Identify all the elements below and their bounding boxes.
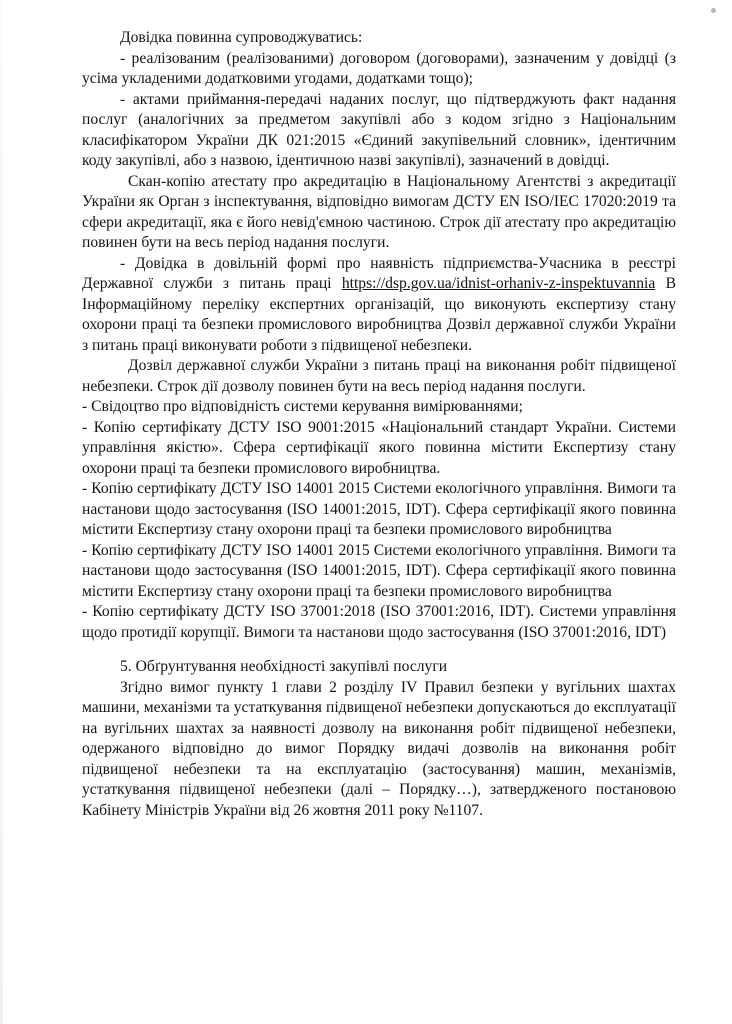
accreditation-paragraph: Скан-копію атестату про акредитацію в Національному Агентстві з акредитації України як Орган з інспектування, відповідно вимогам ДСТУ EN ISO/IEC 17020:2019 та сфери акредитації, яка є його невід'ємною частиною. Строк дії атестату про акредитацію повинен бути на весь період надання послуги. [82, 172, 676, 251]
acts-list-item: - актами приймання-передачі наданих послуг, що підтверджують факт надання послуг (аналогічних за предметом закупівлі або з кодом згідно з Національним класифікатором України ДК 021:2015 «Єдиний закупівельний словник», ідентичним коду закупівлі, або з назвою, ідентичною назві закупівлі), зазначений в довідці. [82, 90, 676, 169]
registry-link[interactable]: https://dsp.gov.ua/idnist-orhaniv-z-inspektuvannia [341, 275, 656, 292]
registry-paragraph [82, 254, 676, 357]
intro-paragraph: Довідка повинна супроводжуватись: [120, 29, 363, 46]
iso-14001-item: - Копію сертифікату ДСТУ ISO 14001 2015 Системи екологічного управління. Вимоги та настанови щодо застосування (ISO 14001:2015, IDT). Сфера сертифікації якого повинна містити Експертизу стану охорони праці та безпеки промислового виробництва [82, 480, 676, 538]
contract-list-item: - реалізованим (реалізованими) договором (договорами), зазначеним у довідці (з усіма укладеними додатковими угодами, додатками тощо); [82, 49, 676, 87]
registry-text-after: В Інформаційному переліку експертних організацій, що виконують експертизу стану охорони праці та безпеки промислового виробництва Дозвіл державної служби України з питань праці виконувати роботи з підвищеної небезпеки. [82, 275, 676, 354]
iso-14001-item-repeat: - Копію сертифікату ДСТУ ISO 14001 2015 Системи екологічного управління. Вимоги та настанови щодо застосування (ISO 14001:2015, IDT). Сфера сертифікації якого повинна містити Експертизу стану охорони праці та безпеки промислового виробництва [82, 541, 676, 600]
permit-paragraph: Дозвіл державної служби України з питань праці на виконання робіт підвищеної небезпеки. Строк дії дозволу повинен бути на весь період надання послуги. [82, 357, 676, 395]
iso-9001-item: - Копію сертифікату ДСТУ ISO 9001:2015 «Національний стандарт України. Системи управління якістю». Сфера сертифікації якого повинна містити Експертизу стану охорони праці та безпеки промислового виробництва. [82, 418, 676, 477]
justification-paragraph: Згідно вимог пункту 1 глави 2 розділу IV Правил безпеки у вугільних шахтах машини, механізми та устаткування підвищеної небезпеки допускаються до експлуатації на вугільних шахтах за наявності дозволу на виконання робіт підвищеної небезпеки, одержаного відповідно до вимог Порядку видачі дозволів на виконання робіт підвищеної небезпеки та на експлуатацію (застосування) машин, механізмів, устаткування підвищеної небезпеки (далі – Порядку…), затвердженого постановою Кабінету Міністрів України від 26 жовтня 2011 року №1107. [82, 678, 676, 819]
registry-text-before: - Довідка в довільній формі про наявність підприємства-Учасника в реєстрі Державної служби з питань праці [82, 254, 676, 292]
iso-37001-item: - Копію сертифікату ДСТУ ISO 37001:2018 (ISO 37001:2016, IDT). Системи управління щодо протидії корупції. Вимоги та настанови щодо застосування (ISO 37001:2016, IDT) [82, 603, 676, 641]
scan-edge [0, 0, 3, 1024]
measurement-system-item: - Свідоцтво про відповідність системи керування вимірюваннями; [82, 398, 523, 415]
scan-dot [711, 8, 716, 13]
section-5-heading: 5. Обґрунтування необхідності закупівлі послуги [120, 658, 448, 675]
